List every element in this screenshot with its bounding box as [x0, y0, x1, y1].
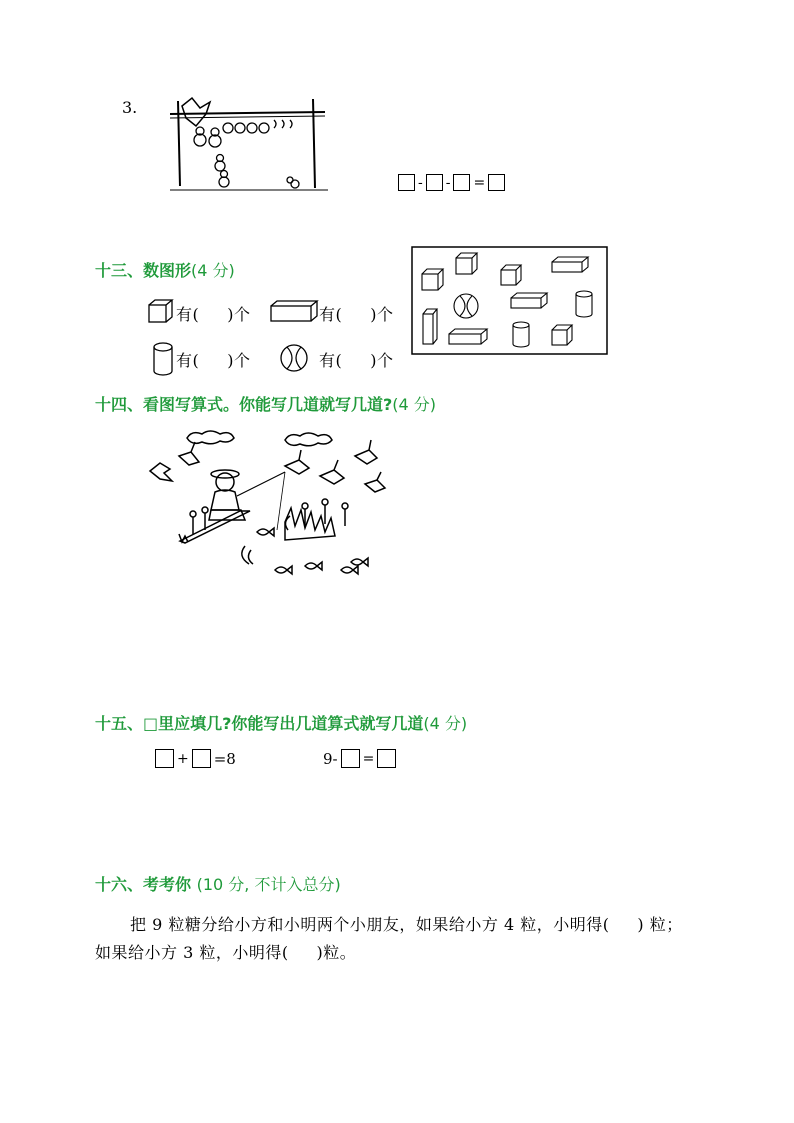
answer-box[interactable] [155, 749, 174, 768]
cube-icon [148, 299, 174, 323]
section-14-title: 十四、看图写算式。你能写几道就写几道?(4 分) [95, 395, 437, 414]
count-cylinder: 有( )个 [176, 351, 251, 370]
minus-sign: - [418, 174, 423, 191]
minus-sign: - [445, 174, 451, 191]
count-ball: 有( )个 [319, 351, 394, 370]
count-cuboid: 有( )个 [319, 305, 394, 324]
section-16-title: 十六、考考你 (10 分, 不计入总分) [95, 875, 341, 894]
equals-sign: = [362, 750, 375, 767]
cuboid-icon [270, 300, 318, 322]
ball-icon [279, 343, 309, 373]
answer-box[interactable] [398, 174, 415, 191]
equals-sign: = [473, 174, 486, 191]
equation-prefix: 9- [323, 749, 338, 768]
answer-box[interactable] [341, 749, 360, 768]
equation-result: =8 [213, 749, 236, 768]
section-15-title: 十五、□里应填几?你能写出几道算式就写几道(4 分) [95, 714, 468, 733]
s16-question-line-1: 把 9 粒糖分给小方和小明两个小朋友，如果给小方 4 粒，小明得( ) 粒； [130, 915, 683, 934]
answer-box[interactable] [488, 174, 505, 191]
gourd-rack-illustration [170, 96, 330, 196]
answer-box[interactable] [453, 174, 470, 191]
s15-equation-2 [322, 749, 396, 768]
count-cube: 有( )个 [176, 305, 251, 324]
answer-box[interactable] [192, 749, 211, 768]
q3-number: 3. [122, 98, 138, 117]
plus-sign: + [177, 750, 189, 767]
section-13-title: 十三、数图形(4 分) [95, 261, 235, 280]
answer-box[interactable] [377, 749, 396, 768]
answer-box[interactable] [426, 174, 443, 191]
s16-question-line-2: 如果给小方 3 粒，小明得( )粒。 [95, 943, 357, 962]
cylinder-icon [152, 342, 174, 376]
shapes-panel [411, 246, 608, 355]
q3-equation [398, 174, 505, 191]
s15-equation-1 [155, 749, 237, 768]
fishing-scene-illustration [145, 426, 395, 591]
